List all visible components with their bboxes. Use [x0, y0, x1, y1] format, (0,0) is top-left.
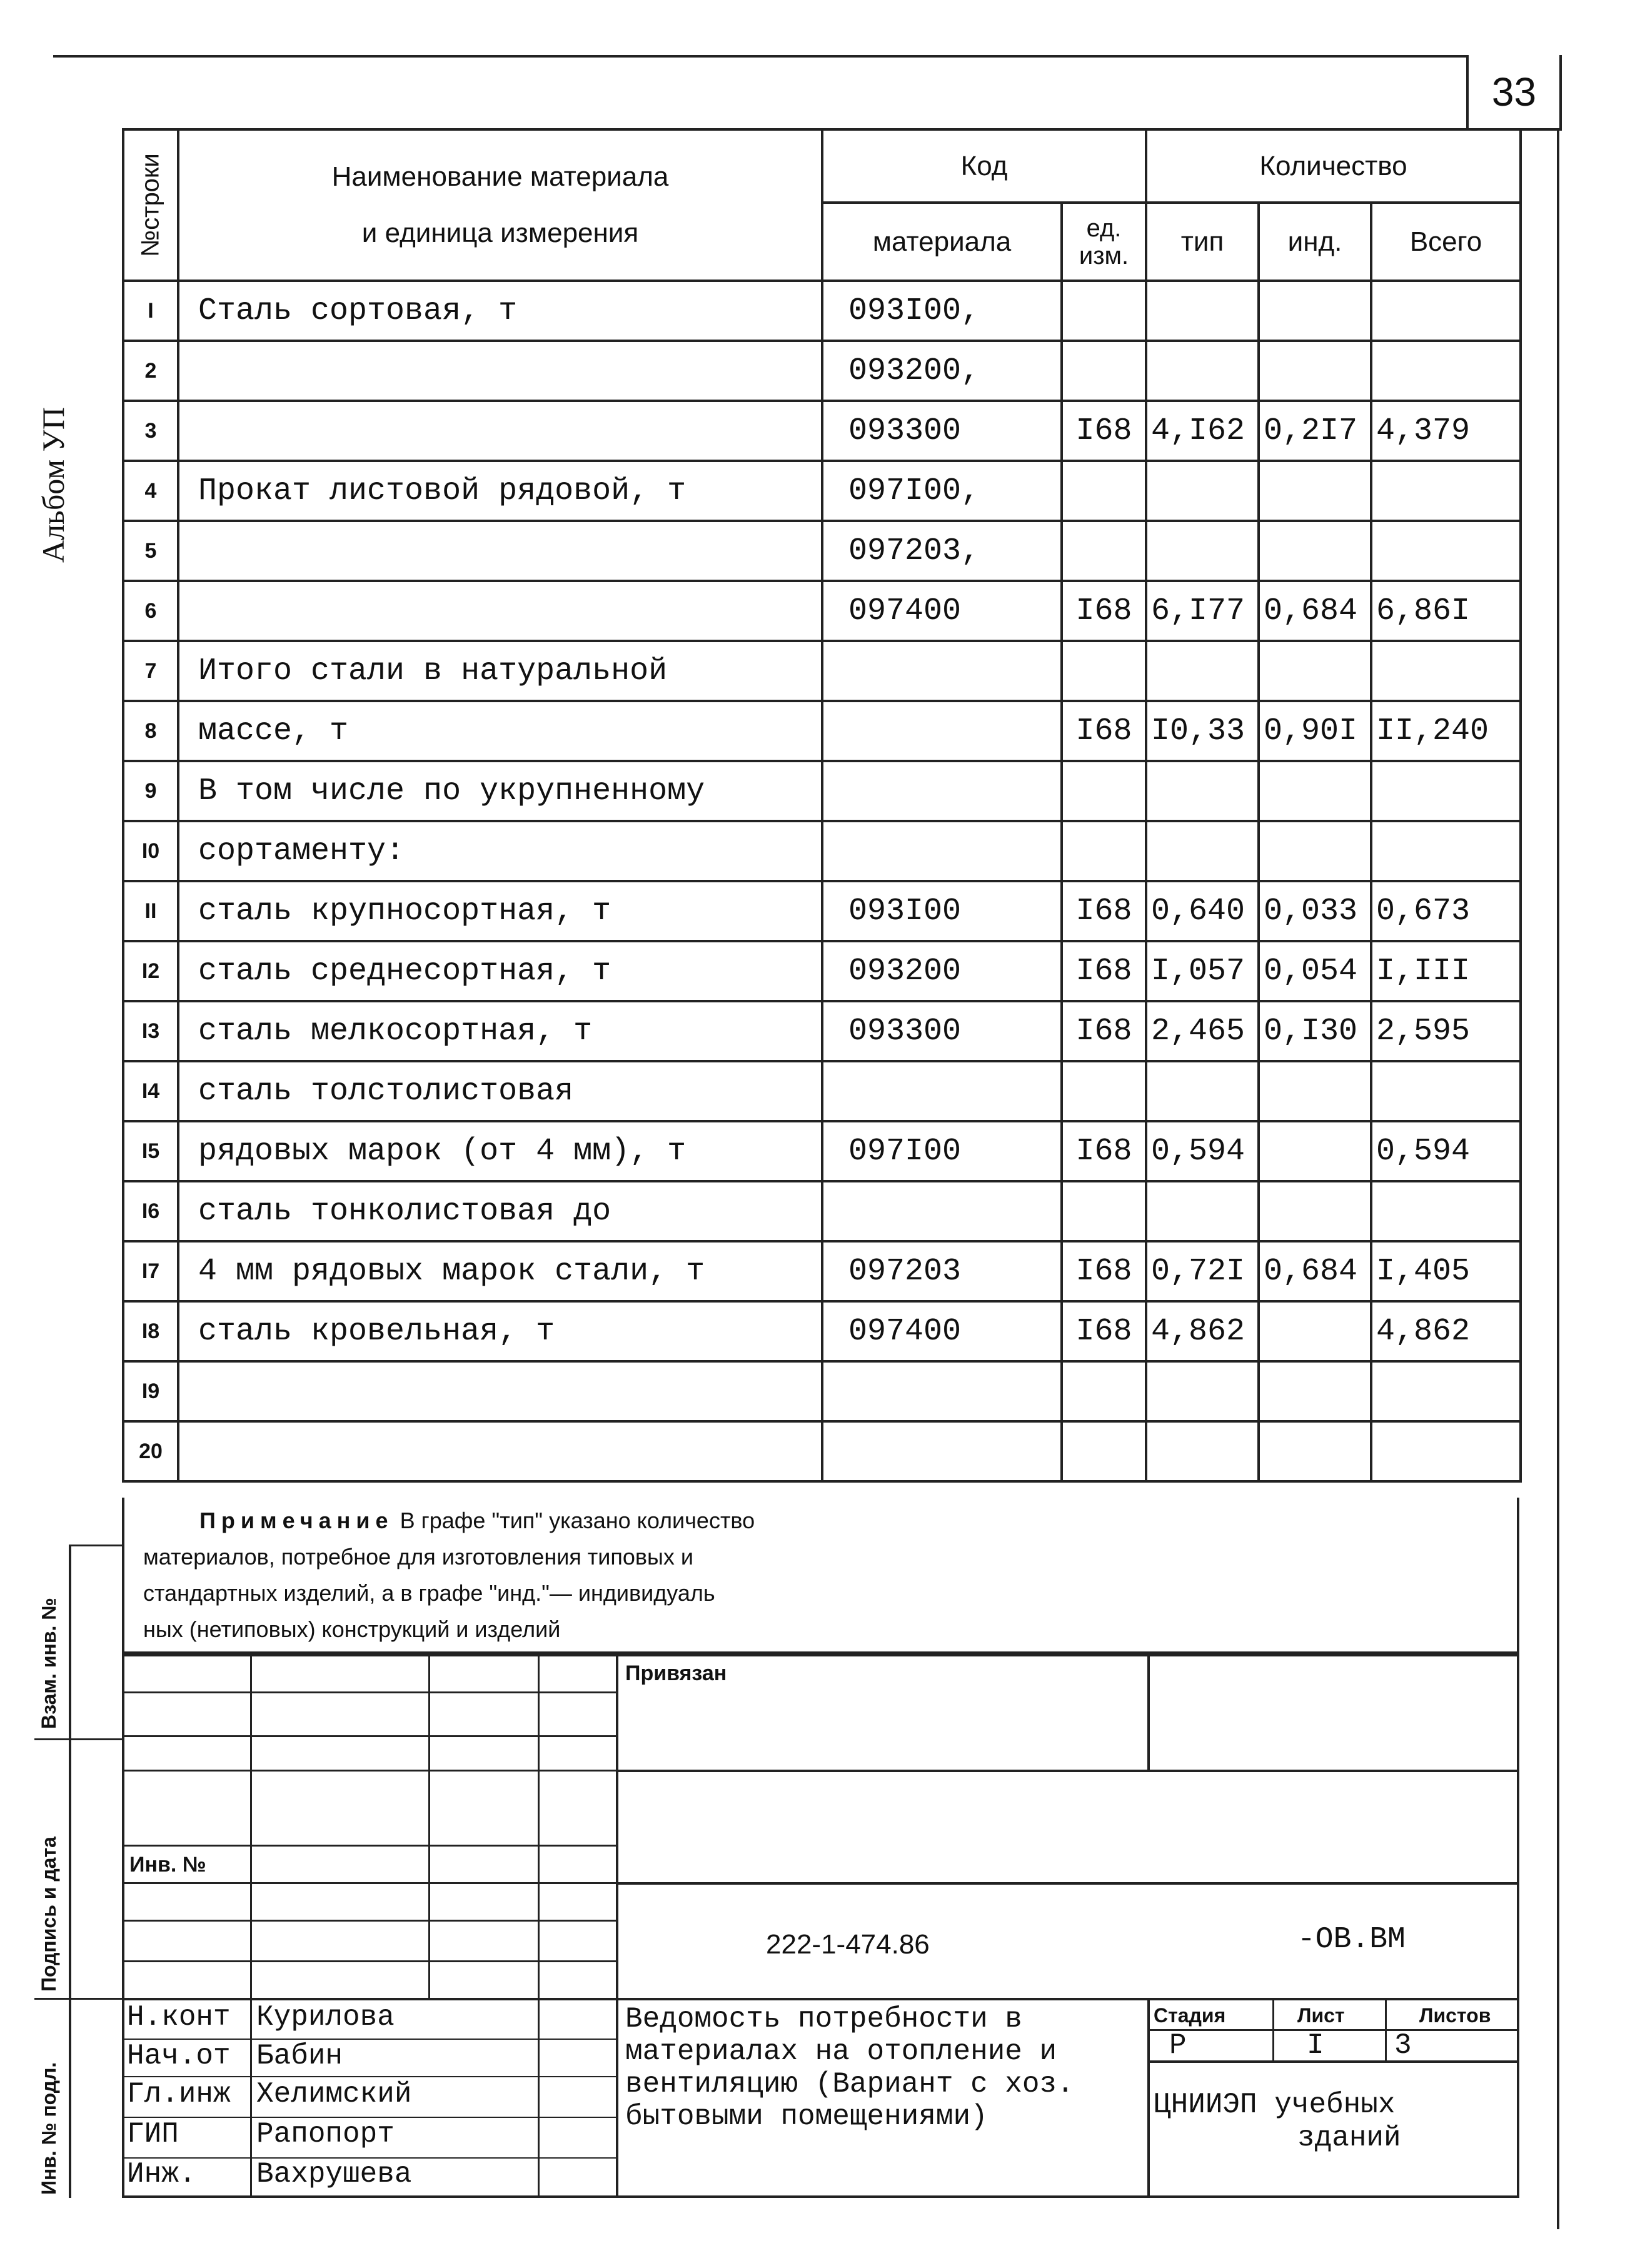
- row-number: I9: [123, 1361, 178, 1421]
- row-number: I2: [123, 941, 178, 1001]
- note-title: Примечание: [199, 1508, 394, 1533]
- material-code: 093300: [822, 401, 1062, 461]
- stage-value: Р: [1169, 2029, 1187, 2062]
- material-code: 097203: [822, 1241, 1062, 1301]
- stage-label: Стадия: [1154, 2004, 1226, 2027]
- title-block: [122, 1654, 1519, 2198]
- table-row: [123, 461, 1521, 521]
- note-line-2: материалов, потребное для изготовления типовых и: [143, 1544, 694, 1570]
- quantity-total: [1371, 1421, 1521, 1481]
- quantity-typ: [1146, 1361, 1259, 1421]
- material-name: Сталь сортовая, т: [178, 281, 822, 341]
- quantity-total: II,240: [1371, 701, 1521, 761]
- material-code: 097400: [822, 1301, 1062, 1361]
- row-number: I7: [123, 1241, 178, 1301]
- table-row: [123, 1001, 1521, 1061]
- table-row: [123, 1301, 1521, 1361]
- quantity-typ: 0,640: [1146, 881, 1259, 941]
- material-name: [178, 401, 822, 461]
- row-number: 6: [123, 581, 178, 641]
- material-name: [178, 1421, 822, 1481]
- material-name: [178, 581, 822, 641]
- material-name: сталь мелкосортная, т: [178, 1001, 822, 1061]
- material-name: сталь толстолистовая: [178, 1061, 822, 1121]
- sheet-value: I: [1307, 2029, 1324, 2062]
- quantity-typ: [1146, 1421, 1259, 1481]
- row-number: I: [123, 281, 178, 341]
- unit-code: I68: [1062, 701, 1146, 761]
- note-line-3: стандартных изделий, а в графе "инд."— индивидуаль: [143, 1580, 715, 1606]
- table-row: [123, 641, 1521, 701]
- quantity-ind: [1259, 521, 1371, 581]
- quantity-typ: 2,465: [1146, 1001, 1259, 1061]
- quantity-total: [1371, 281, 1521, 341]
- table-row: [123, 1361, 1521, 1421]
- quantity-ind: 0,033: [1259, 881, 1371, 941]
- materials-table: [122, 128, 1522, 1483]
- quantity-typ: [1146, 1181, 1259, 1241]
- header-quantity: Количество: [1146, 129, 1521, 203]
- row-number: 8: [123, 701, 178, 761]
- note-line-4: ных (нетиповых) конструкций и изделий: [143, 1616, 561, 1642]
- material-name: сортаменту:: [178, 821, 822, 881]
- quantity-total: 4,379: [1371, 401, 1521, 461]
- person-2: Бабин: [256, 2040, 343, 2072]
- row-number: 5: [123, 521, 178, 581]
- table-row: [123, 881, 1521, 941]
- material-name: [178, 521, 822, 581]
- quantity-ind: 0,2I7: [1259, 401, 1371, 461]
- table-row: [123, 941, 1521, 1001]
- material-code: [822, 701, 1062, 761]
- inv-no-label: Инв. №: [129, 1853, 206, 1877]
- quantity-total: [1371, 821, 1521, 881]
- person-4: Рапопорт: [256, 2118, 395, 2150]
- person-5: Вахрушева: [256, 2158, 412, 2190]
- quantity-ind: 0,684: [1259, 581, 1371, 641]
- quantity-ind: 0,I30: [1259, 1001, 1371, 1061]
- unit-code: [1062, 281, 1146, 341]
- quantity-typ: [1146, 1061, 1259, 1121]
- quantity-total: 0,594: [1371, 1121, 1521, 1181]
- table-row: [123, 581, 1521, 641]
- table-row: [123, 1061, 1521, 1121]
- quantity-total: [1371, 341, 1521, 401]
- table-row: [123, 1421, 1521, 1481]
- row-number: I6: [123, 1181, 178, 1241]
- material-code: 093300: [822, 1001, 1062, 1061]
- unit-code: [1062, 761, 1146, 821]
- role-1: Н.конт: [127, 2001, 231, 2034]
- sheet-label: Лист: [1297, 2004, 1345, 2027]
- page-number: 33: [1466, 55, 1562, 131]
- material-code: [822, 1361, 1062, 1421]
- table-row: [123, 401, 1521, 461]
- material-code: 093200: [822, 941, 1062, 1001]
- row-number: I8: [123, 1301, 178, 1361]
- unit-code: [1062, 1421, 1146, 1481]
- quantity-typ: [1146, 641, 1259, 701]
- quantity-ind: [1259, 1121, 1371, 1181]
- material-code: [822, 641, 1062, 701]
- org-line-1: ЦНИИЭП учебных: [1154, 2089, 1396, 2121]
- material-name: сталь крупносортная, т: [178, 881, 822, 941]
- unit-code: I68: [1062, 881, 1146, 941]
- person-1: Курилова: [256, 2001, 395, 2034]
- material-name: В том числе по укрупненному: [178, 761, 822, 821]
- row-number: I3: [123, 1001, 178, 1061]
- table-row: [123, 1181, 1521, 1241]
- table-row: [123, 1121, 1521, 1181]
- table-row: [123, 701, 1521, 761]
- unit-code: I68: [1062, 1001, 1146, 1061]
- material-code: [822, 1061, 1062, 1121]
- material-name: сталь тонколистовая до: [178, 1181, 822, 1241]
- quantity-typ: [1146, 521, 1259, 581]
- role-4: ГИП: [127, 2118, 179, 2150]
- quantity-total: [1371, 461, 1521, 521]
- unit-code: [1062, 521, 1146, 581]
- row-number: I4: [123, 1061, 178, 1121]
- header-material: материала: [822, 203, 1062, 281]
- unit-code: [1062, 341, 1146, 401]
- header-name: Наименование материала и единица измерения: [178, 129, 822, 281]
- quantity-total: 0,673: [1371, 881, 1521, 941]
- material-code: [822, 1181, 1062, 1241]
- role-2: Нач.от: [127, 2040, 231, 2072]
- unit-code: I68: [1062, 401, 1146, 461]
- vzam-inv-label: Взам. инв. №: [38, 1598, 60, 1729]
- role-5: Инж.: [127, 2158, 196, 2190]
- unit-code: [1062, 1181, 1146, 1241]
- material-name: Прокат листовой рядовой, т: [178, 461, 822, 521]
- row-number: 2: [123, 341, 178, 401]
- material-code: 093I00,: [822, 281, 1062, 341]
- material-code: 097I00: [822, 1121, 1062, 1181]
- signature-date-label: Подпись и дата: [38, 1837, 60, 1992]
- quantity-typ: [1146, 461, 1259, 521]
- unit-code: I68: [1062, 1241, 1146, 1301]
- quantity-ind: [1259, 821, 1371, 881]
- material-code: 093200,: [822, 341, 1062, 401]
- unit-code: I68: [1062, 581, 1146, 641]
- table-row: [123, 281, 1521, 341]
- table-row: [123, 521, 1521, 581]
- quantity-total: [1371, 1061, 1521, 1121]
- quantity-ind: [1259, 761, 1371, 821]
- quantity-ind: [1259, 1421, 1371, 1481]
- table-row: [123, 1241, 1521, 1301]
- unit-code: [1062, 1361, 1146, 1421]
- table-row: [123, 341, 1521, 401]
- table-row: [123, 761, 1521, 821]
- unit-code: [1062, 821, 1146, 881]
- material-code: 097203,: [822, 521, 1062, 581]
- note-line-1: В графе "тип" указано количество: [400, 1508, 755, 1533]
- quantity-total: [1371, 761, 1521, 821]
- org-line-2: зданий: [1297, 2122, 1401, 2154]
- quantity-typ: 4,862: [1146, 1301, 1259, 1361]
- role-3: Гл.инж: [127, 2078, 231, 2110]
- sheets-value: 3: [1394, 2029, 1412, 2062]
- right-border: [1557, 128, 1559, 2229]
- quantity-total: [1371, 521, 1521, 581]
- row-number: II: [123, 881, 178, 941]
- doc-code: -ОВ.ВМ: [1297, 1923, 1406, 1957]
- material-name: сталь кровельная, т: [178, 1301, 822, 1361]
- material-name: 4 мм рядовых марок стали, т: [178, 1241, 822, 1301]
- quantity-typ: 6,I77: [1146, 581, 1259, 641]
- quantity-ind: [1259, 341, 1371, 401]
- material-name: массе, т: [178, 701, 822, 761]
- row-number: 9: [123, 761, 178, 821]
- doc-code-handwritten: 222-1-474.86: [766, 1929, 930, 1960]
- row-number: 7: [123, 641, 178, 701]
- unit-code: I68: [1062, 941, 1146, 1001]
- header-row-number: №строки: [123, 129, 178, 281]
- note-block: [122, 1498, 1519, 1654]
- quantity-ind: [1259, 1301, 1371, 1361]
- quantity-ind: [1259, 1361, 1371, 1421]
- header-typ: тип: [1146, 203, 1259, 281]
- material-name: [178, 1361, 822, 1421]
- privyazan-label: Привязан: [625, 1661, 727, 1685]
- quantity-ind: [1259, 281, 1371, 341]
- sheets-label: Листов: [1419, 2004, 1491, 2027]
- person-3: Хелимский: [256, 2078, 412, 2110]
- row-number: I5: [123, 1121, 178, 1181]
- quantity-total: 4,862: [1371, 1301, 1521, 1361]
- unit-code: I68: [1062, 1121, 1146, 1181]
- quantity-typ: 0,72I: [1146, 1241, 1259, 1301]
- quantity-total: [1371, 1181, 1521, 1241]
- unit-code: [1062, 641, 1146, 701]
- row-number: I0: [123, 821, 178, 881]
- table-row: [123, 821, 1521, 881]
- album-label: Альбом УП: [36, 407, 71, 563]
- quantity-total: I,405: [1371, 1241, 1521, 1301]
- quantity-typ: [1146, 821, 1259, 881]
- header-total: Всего: [1371, 203, 1521, 281]
- quantity-typ: 0,594: [1146, 1121, 1259, 1181]
- material-name: [178, 341, 822, 401]
- quantity-typ: 4,I62: [1146, 401, 1259, 461]
- document-title: Ведомость потребности в материалах на отопление и вентиляцию (Вариант с хоз. бытовыми помещениями): [625, 2003, 1074, 2133]
- row-number: 20: [123, 1421, 178, 1481]
- unit-code: [1062, 461, 1146, 521]
- material-name: Итого стали в натуральной: [178, 641, 822, 701]
- quantity-ind: 0,684: [1259, 1241, 1371, 1301]
- material-code: [822, 761, 1062, 821]
- quantity-total: [1371, 1361, 1521, 1421]
- quantity-ind: 0,054: [1259, 941, 1371, 1001]
- header-unit: ед. изм.: [1062, 203, 1146, 281]
- top-border: [53, 55, 1466, 58]
- material-code: 093I00: [822, 881, 1062, 941]
- row-number: 4: [123, 461, 178, 521]
- material-code: [822, 1421, 1062, 1481]
- inv-podl-label: Инв. № подл.: [38, 2062, 60, 2195]
- unit-code: [1062, 1061, 1146, 1121]
- quantity-typ: [1146, 281, 1259, 341]
- quantity-ind: 0,90I: [1259, 701, 1371, 761]
- quantity-total: 6,86I: [1371, 581, 1521, 641]
- quantity-total: [1371, 641, 1521, 701]
- quantity-ind: [1259, 1181, 1371, 1241]
- quantity-typ: [1146, 341, 1259, 401]
- quantity-ind: [1259, 461, 1371, 521]
- quantity-typ: I,057: [1146, 941, 1259, 1001]
- unit-code: I68: [1062, 1301, 1146, 1361]
- material-code: [822, 821, 1062, 881]
- header-ind: инд.: [1259, 203, 1371, 281]
- header-code: Код: [822, 129, 1146, 203]
- material-name: сталь среднесортная, т: [178, 941, 822, 1001]
- quantity-total: I,III: [1371, 941, 1521, 1001]
- quantity-ind: [1259, 1061, 1371, 1121]
- quantity-ind: [1259, 641, 1371, 701]
- quantity-typ: [1146, 761, 1259, 821]
- material-code: 097400: [822, 581, 1062, 641]
- material-name: рядовых марок (от 4 мм), т: [178, 1121, 822, 1181]
- material-code: 097I00,: [822, 461, 1062, 521]
- quantity-typ: I0,33: [1146, 701, 1259, 761]
- row-number: 3: [123, 401, 178, 461]
- quantity-total: 2,595: [1371, 1001, 1521, 1061]
